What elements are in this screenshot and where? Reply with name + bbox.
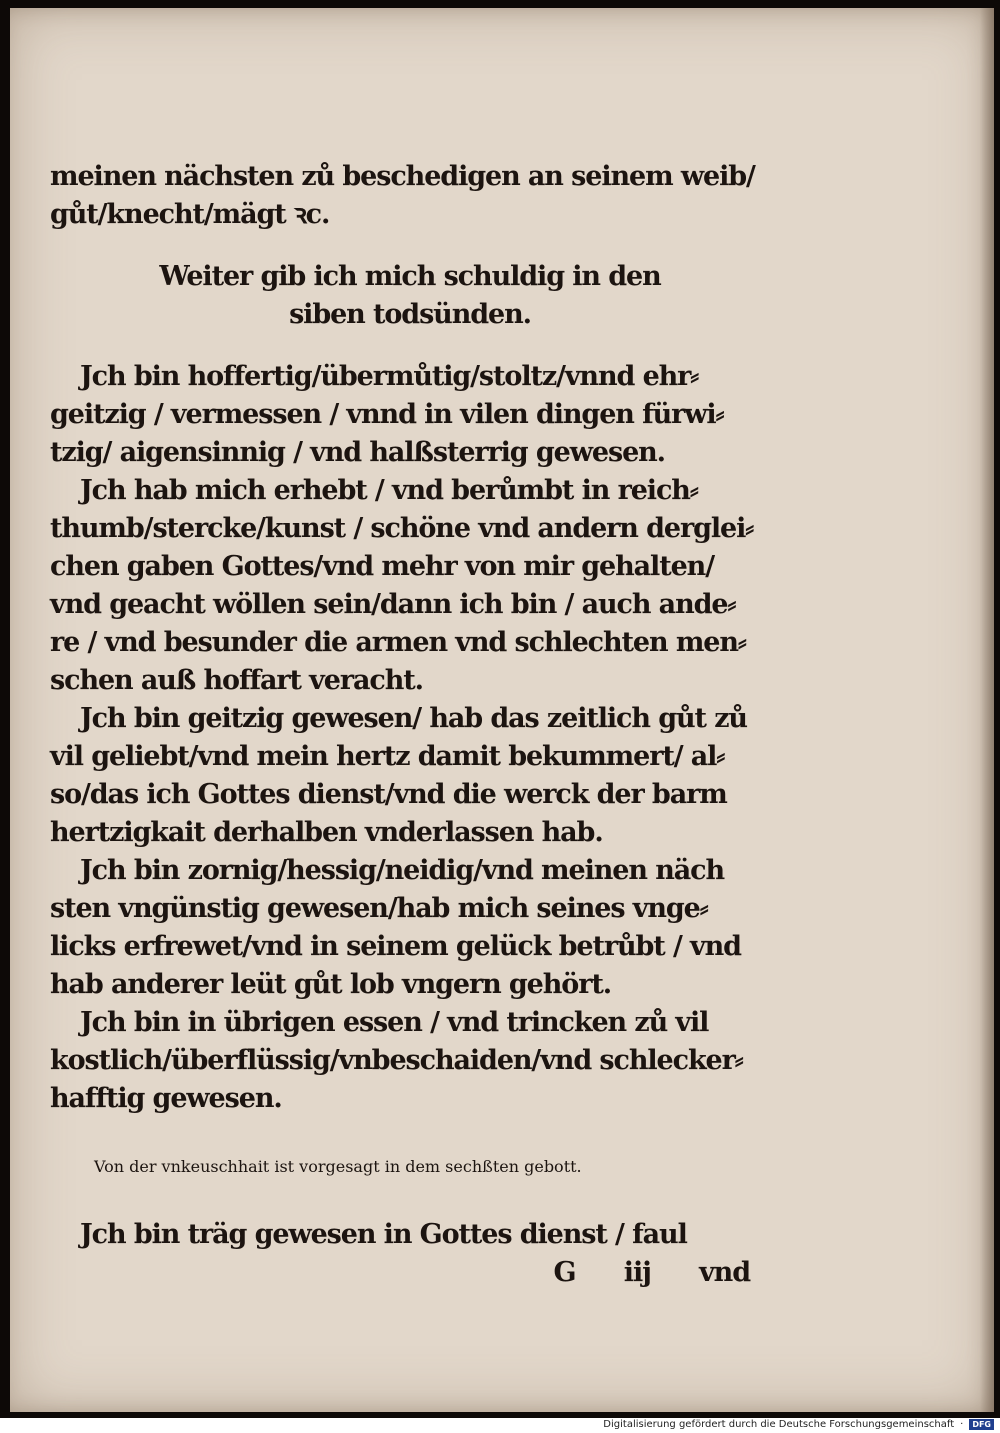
text-line: Jch bin in übrigen essen / vnd trincken zů vil — [80, 1007, 709, 1038]
credit-text: Digitalisierung gefördert durch die Deutsche Forschungsgemeinschaft — [603, 1418, 955, 1430]
section-heading: siben todsünden. — [289, 299, 531, 330]
text-line: so/das ich Gottes dienst/vnd die werck der barm — [50, 779, 727, 810]
catchword: vnd — [699, 1257, 750, 1288]
text-line: gůt/knecht/mägt ꝛc. — [50, 199, 330, 230]
text-line: licks erfrewet/vnd in seinem gelück betrůbt / vnd — [50, 931, 741, 962]
text-line: re / vnd besunder die armen vnd schlechten men⸗ — [50, 627, 746, 658]
text-line: Jch bin zornig/hessig/neidig/vnd meinen näch — [80, 855, 724, 886]
page-edge-shadow — [980, 8, 994, 1412]
text-line: meinen nächsten zů beschedigen an seinem weib/ — [50, 161, 755, 192]
text-line: hafftig gewesen. — [50, 1083, 282, 1114]
text-line: kostlich/überflüssig/vnbeschaiden/vnd schlecker⸗ — [50, 1045, 743, 1076]
text-line: vil geliebt/vnd mein hertz damit bekummert/ al⸗ — [50, 741, 725, 772]
signature-mark: G iij — [553, 1257, 651, 1288]
spacer — [50, 234, 770, 258]
text-line: schen auß hoffart veracht. — [50, 665, 423, 696]
text-line: thumb/stercke/kunst / schöne vnd andern derglei⸗ — [50, 513, 754, 544]
text-line: Jch bin geitzig gewesen/ hab das zeitlich gůt zů — [80, 703, 747, 734]
spacer — [50, 334, 770, 358]
text-line: hab anderer leüt gůt lob vngern gehört. — [50, 969, 612, 1000]
page-text — [50, 158, 770, 1292]
text-line: Jch bin träg gewesen in Gottes dienst / faul — [80, 1219, 687, 1250]
spacer — [50, 1182, 770, 1216]
text-line: hertzigkait derhalben vnderlassen hab. — [50, 817, 603, 848]
text-line: tzig/ aigensinnig / vnd halßsterrig gewesen. — [50, 437, 665, 468]
text-line: vnd geacht wöllen sein/dann ich bin / auch ande⸗ — [50, 589, 736, 620]
side-note: Von der vnkeuschhait ist vorgesagt in dem sechßten gebott. — [94, 1157, 582, 1176]
text-line: geitzig / vermessen / vnnd in vilen dingen fürwi⸗ — [50, 399, 724, 430]
book-page — [10, 8, 994, 1412]
text-line: chen gaben Gottes/vnd mehr von mir gehalten/ — [50, 551, 714, 582]
spacer — [50, 1118, 770, 1152]
text-line: Jch bin hoffertig/übermůtig/stoltz/vnnd ehr⸗ — [80, 361, 699, 392]
digitization-credit: Digitalisierung gefördert durch die Deutsche Forschungsgemeinschaft · DFG — [603, 1417, 994, 1431]
dfg-logo-icon: DFG — [969, 1419, 994, 1430]
text-line: sten vngünstig gewesen/hab mich seines vnge⸗ — [50, 893, 708, 924]
text-line: Jch hab mich erhebt / vnd berůmbt in reich⸗ — [80, 475, 698, 506]
signature-line — [50, 1254, 770, 1292]
section-heading: Weiter gib ich mich schuldig in den — [159, 261, 661, 292]
